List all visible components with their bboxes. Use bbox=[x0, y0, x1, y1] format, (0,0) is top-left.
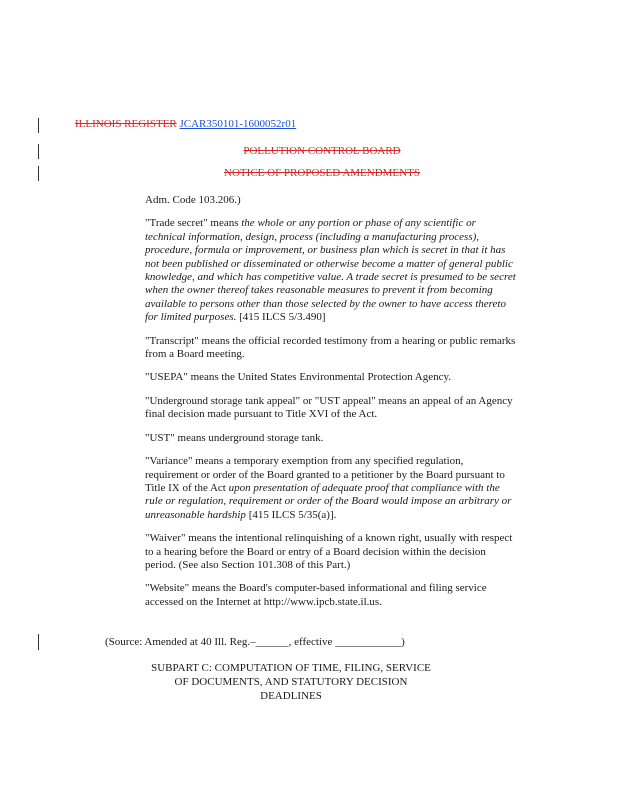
change-bar bbox=[38, 634, 39, 650]
usepa-definition: "USEPA" means the United States Environmental Protection Agency. bbox=[145, 371, 452, 384]
trade-secret-definition: "Trade secret" means the whole or any portion or phase of any scientific or technical information, design, process (including a manufacturing process), procedure, formula or improvement, or business plan which is secret in that it has not been published or disseminated or otherwise become a matter of general public knowledge, and which has competitive value. A trade secret is presumed to be secret when the owner thereof takes reasonable measures to prevent it from becoming available to persons other than those selected by the owner to have access thereto for limited purposes. [415 ILCS 5/3.490] bbox=[145, 217, 516, 324]
definitions-block bbox=[145, 194, 517, 619]
register-struck-text: ILLINOIS REGISTER bbox=[75, 118, 177, 130]
adm-code-line: Adm. Code 103.206.) bbox=[145, 194, 241, 206]
board-header bbox=[0, 145, 644, 158]
notice-header bbox=[0, 167, 644, 180]
variance-definition: "Variance" means a temporary exemption from any specified regulation, requirement or order of the Board granted to a petitioner by the Board pursuant to Title IX of the Act upon presentation of adequate proof that compliance with the rule or regulation, requirement or order of the Board would impose an arbitrary or unreasonable hardship [415 ILCS 5/35(a)]. bbox=[145, 455, 512, 521]
transcript-definition: "Transcript" means the official recorded testimony from a hearing or public remarks from a Board meeting. bbox=[145, 334, 516, 361]
change-bar bbox=[38, 118, 39, 133]
board-struck-text: POLLUTION CONTROL BOARD bbox=[243, 145, 401, 157]
website-definition: "Website" means the Board's computer-based informational and filing service accessed on the Internet at http://www.ipcb.state.il.us. bbox=[145, 582, 487, 608]
notice-struck-text: NOTICE OF PROPOSED AMENDMENTS bbox=[224, 167, 420, 179]
ust-definition: "UST" means underground storage tank. bbox=[145, 431, 324, 444]
subpart-heading bbox=[145, 661, 437, 703]
subpart-heading-line: OF DOCUMENTS, AND STATUTORY DECISION DEADLINES bbox=[174, 676, 408, 702]
jcar-inserted-text: JCAR350101-1600052r01 bbox=[179, 118, 297, 130]
subpart-heading-line: SUBPART C: COMPUTATION OF TIME, FILING, SERVICE bbox=[151, 662, 431, 674]
source-note: (Source: Amended at 40 Ill. Reg.–______, effective ____________) bbox=[105, 636, 405, 648]
waiver-definition: "Waiver" means the intentional relinquishing of a known right, usually with respect to a hearing before the Board or entry of a Board decision within the decision period. (See also Section 101.308 of this Part.) bbox=[145, 532, 513, 571]
ust-appeal-definition: "Underground storage tank appeal" or "UST appeal" means an appeal of an Agency final decision made pursuant to Title XVI of the Act. bbox=[145, 394, 513, 421]
register-header bbox=[75, 118, 296, 131]
